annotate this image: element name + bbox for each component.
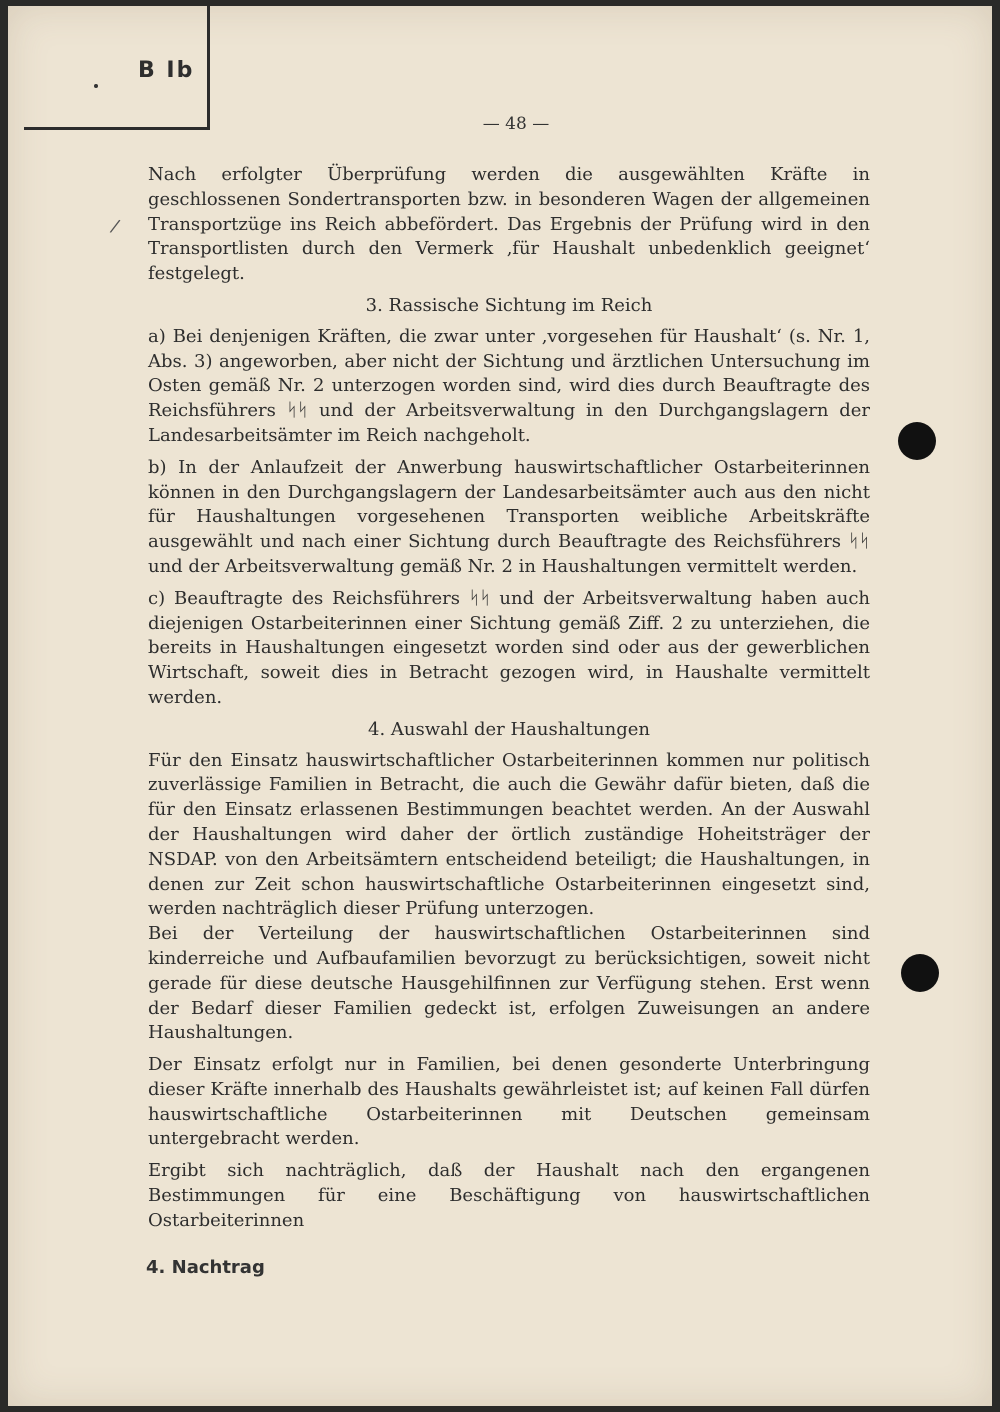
stamp-label: B Ib [138, 58, 195, 83]
footer-label: 4. Nachtrag [146, 1257, 265, 1278]
paragraph: Ergibt sich nachträglich, daß der Haushalt nach den ergangenen Bestimmungen für eine Beschäftigung von hauswirtschaftlichen Ostarbeiterinnen [148, 1160, 870, 1231]
stamp-box [24, 6, 210, 130]
paragraph: b) In der Anlaufzeit der Anwerbung hauswirtschaftlicher Ostarbeiterinnen können in den Durchgangslagern der Landesarbeitsämter auch aus den nicht für Haushaltungen vorgesehenen Transporten weibliche Arbeitskräfte ausgewählt und nach einer Sichtung durch Beauftragte des Reichsführers ᛋᛋ und der Arbeitsverwaltung gemäß Nr. 2 in Haushaltungen vermittelt werden. [148, 456, 870, 577]
section-heading: 3. Rassische Sichtung im Reich [365, 294, 653, 316]
stamp-dot [94, 84, 98, 88]
section-heading: 4. Auswahl der Haushaltungen [368, 718, 650, 740]
document-page [8, 6, 992, 1406]
page-number: — 48 — [482, 114, 550, 134]
paragraph: Für den Einsatz hauswirtschaftlicher Ostarbeiterinnen kommen nur politisch zuverlässige Familien in Betracht, die auch die Gewähr dafür bieten, daß die für den Einsatz erlassenen Bestimmungen beachtet werden. An der Auswahl der Haushaltungen wird daher der örtlich zuständige Hoheitsträger der NSDAP. von den Arbeitsämtern entscheidend beteiligt; die Haushaltungen, in denen zur Zeit schon hauswirtschaftliche Ostarbeiterinnen eingesetzt sind, werden nachträglich dieser Prüfung unterzogen. [148, 749, 870, 920]
margin-mark: / [108, 215, 122, 238]
paragraph: Nach erfolgter Überprüfung werden die ausgewählten Kräfte in geschlossenen Sondertransporten bzw. in besonderen Wagen der allgemeinen Transportzüge ins Reich abbefördert. Das Ergebnis der Prüfung wird in den Transportlisten durch den Vermerk ‚für Haushalt unbedenklich geeignet‘ festgelegt. [148, 164, 870, 285]
body-text [148, 163, 870, 1241]
punch-hole [898, 422, 936, 460]
punch-hole [901, 954, 939, 992]
paragraph: c) Beauftragte des Reichsführers ᛋᛋ und der Arbeitsverwaltung haben auch diejenigen Ostarbeiterinnen einer Sichtung gemäß Ziff. 2 zu unterziehen, die bereits in Haushaltungen eingesetzt worden sind oder aus der gewerblichen Wirtschaft, soweit dies in Betracht gezogen wird, in Haushalte vermittelt werden. [148, 587, 870, 708]
paragraph: a) Bei denjenigen Kräften, die zwar unter ‚vorgesehen für Haushalt‘ (s. Nr. 1, Abs. 3) angeworben, aber nicht der Sichtung und ärztlichen Untersuchung im Osten gemäß Nr. 2 unterzogen worden sind, wird dies durch Beauftragte des Reichsführers ᛋᛋ und der Arbeitsverwaltung in den Durchgangslagern der Landesarbeitsämter im Reich nachgeholt. [148, 325, 870, 446]
paragraph: Bei der Verteilung der hauswirtschaftlichen Ostarbeiterinnen sind kinderreiche und Aufbaufamilien bevorzugt zu berücksichtigen, soweit nicht gerade für diese deutsche Hausgehilfinnen zur Verfügung stehen. Erst wenn der Bedarf dieser Familien gedeckt ist, erfolgen Zuweisungen an andere Haushaltungen. [148, 923, 870, 1044]
paragraph: Der Einsatz erfolgt nur in Familien, bei denen gesonderte Unterbringung dieser Kräfte innerhalb des Haushalts gewährleistet ist; auf keinen Fall dürfen hauswirtschaftliche Ostarbeiterinnen mit Deutschen gemeinsam untergebracht werden. [148, 1054, 870, 1150]
